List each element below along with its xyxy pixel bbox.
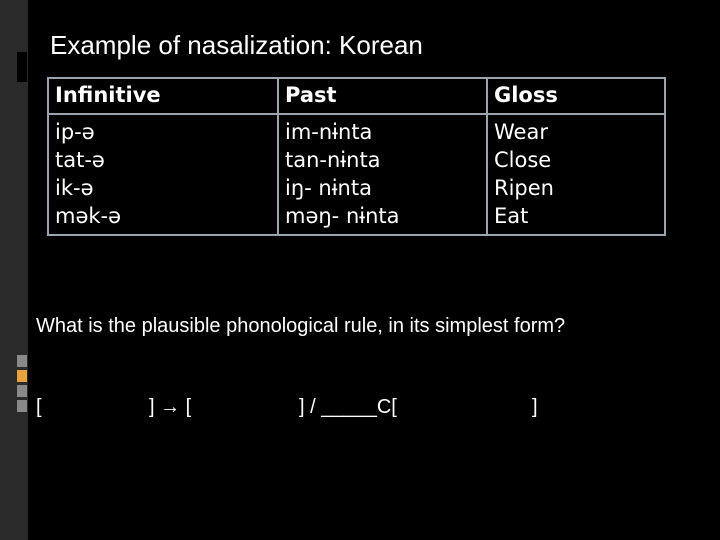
nasalization-table — [47, 77, 666, 236]
infinitive-value: ip-ə — [55, 120, 95, 144]
gloss-value: Eat — [494, 204, 529, 228]
header-past: Past — [278, 78, 487, 114]
infinitive-value: ik-ə — [55, 176, 94, 200]
table-header-row — [48, 78, 665, 114]
left-decorative-strip — [0, 0, 28, 540]
rule-close-bracket: ] — [532, 396, 538, 418]
infinitive-value: tat-ə — [55, 148, 105, 172]
past-value: im-nɨnta — [285, 120, 373, 144]
header-gloss: Gloss — [487, 78, 665, 114]
past-value: məŋ- nɨnta — [285, 204, 400, 228]
decor-block-4 — [17, 400, 27, 412]
header-infinitive: Infinitive — [48, 78, 278, 114]
rule-arrow-segment: ] → [ — [149, 396, 192, 418]
gloss-value: Wear — [494, 120, 548, 144]
past-cell — [278, 114, 487, 235]
decor-block-3 — [17, 385, 27, 397]
question-text: What is the plausible phonological rule, in its simplest form? — [36, 315, 566, 337]
infinitive-cell — [48, 114, 278, 235]
slide-title: Example of nasalization: Korean — [50, 30, 423, 60]
decor-block-top — [17, 52, 27, 82]
gloss-value: Ripen — [494, 176, 554, 200]
past-value: iŋ- nɨnta — [285, 176, 372, 200]
rule-environment: ] / _____C[ — [299, 396, 397, 418]
rule-open-bracket: [ — [36, 396, 42, 418]
infinitive-value: mək-ə — [55, 204, 122, 228]
gloss-cell — [487, 114, 665, 235]
table-row — [48, 114, 665, 235]
decor-block-1 — [17, 355, 27, 367]
past-value: tan-nɨnta — [285, 148, 381, 172]
gloss-value: Close — [494, 148, 552, 172]
decor-block-2 — [17, 370, 27, 382]
